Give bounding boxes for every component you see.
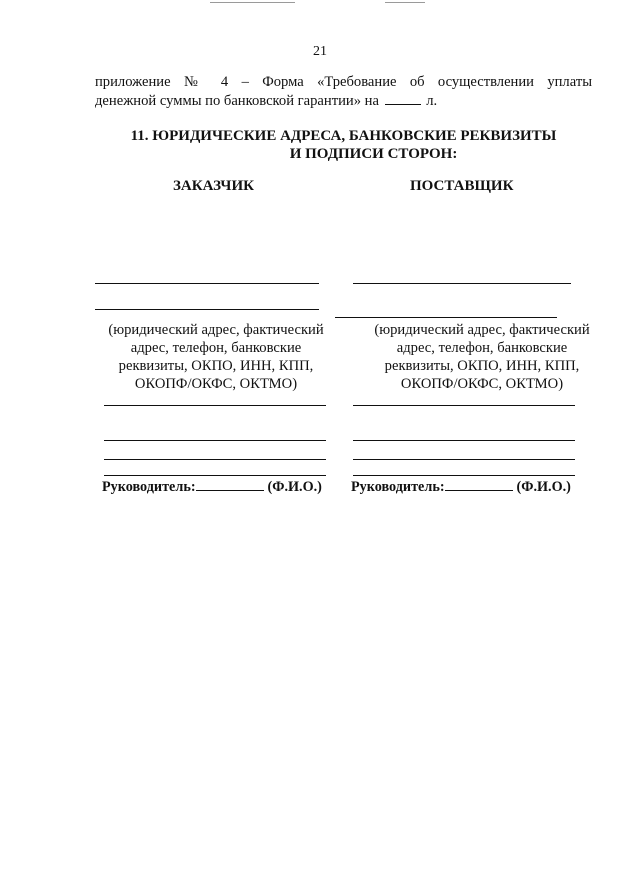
supplier-name-line-1 <box>353 283 571 284</box>
page-number: 21 <box>313 44 327 59</box>
section-title-line-2: И ПОДПИСИ СТОРОН: <box>289 146 458 162</box>
supplier-requisites-caption <box>366 321 598 393</box>
customer-heading: ЗАКАЗЧИК <box>173 178 254 194</box>
section-title <box>95 127 592 163</box>
customer-sign-fio: (Ф.И.О.) <box>267 479 322 495</box>
customer-signature <box>102 478 322 496</box>
supplier-requisites-line <box>353 475 575 476</box>
customer-signature-blank <box>196 478 264 491</box>
customer-requisites-line <box>104 459 326 460</box>
section-title-line-1: 11. ЮРИДИЧЕСКИЕ АДРЕСА, БАНКОВСКИЕ РЕКВИЗИТЫ <box>130 128 557 144</box>
customer-name-line-1 <box>95 283 319 284</box>
customer-caption-line: ОКОПФ/ОКФС, ОКТМО) <box>134 376 298 392</box>
customer-sign-label: Руководитель: <box>102 479 196 495</box>
intro-line-2-suffix: л. <box>426 93 438 109</box>
intro-paragraph <box>95 73 592 111</box>
intro-line-2-text: денежной суммы по банковской гарантии» на <box>95 93 379 109</box>
scan-mark <box>385 2 425 3</box>
customer-requisites-line <box>104 405 326 406</box>
customer-requisites-caption <box>100 321 332 393</box>
intro-line-2 <box>95 92 592 111</box>
supplier-caption-line: ОКОПФ/ОКФС, ОКТМО) <box>400 376 564 392</box>
supplier-caption-line: (юридический адрес, фактический <box>374 322 590 338</box>
supplier-signature <box>351 478 571 496</box>
scan-mark <box>210 2 295 3</box>
customer-name-line-2 <box>95 309 319 310</box>
supplier-sign-label: Руководитель: <box>351 479 445 495</box>
pages-blank <box>385 92 421 105</box>
customer-requisites-line <box>104 475 326 476</box>
supplier-caption-line: реквизиты, ОКПО, ИНН, КПП, <box>384 358 580 374</box>
supplier-caption-line: адрес, телефон, банковские <box>396 340 568 356</box>
supplier-requisites-line <box>353 440 575 441</box>
supplier-signature-blank <box>445 478 513 491</box>
customer-requisites-line <box>104 440 326 441</box>
customer-caption-line: адрес, телефон, банковские <box>130 340 302 356</box>
customer-caption-line: (юридический адрес, фактический <box>108 322 324 338</box>
customer-caption-line: реквизиты, ОКПО, ИНН, КПП, <box>118 358 314 374</box>
supplier-requisites-line <box>353 405 575 406</box>
supplier-sign-fio: (Ф.И.О.) <box>516 479 571 495</box>
supplier-name-line-2 <box>335 317 557 318</box>
supplier-requisites-line <box>353 459 575 460</box>
intro-line-1: приложение № 4 – Форма «Требование об осуществлении уплаты <box>95 74 592 90</box>
supplier-heading: ПОСТАВЩИК <box>410 178 514 194</box>
